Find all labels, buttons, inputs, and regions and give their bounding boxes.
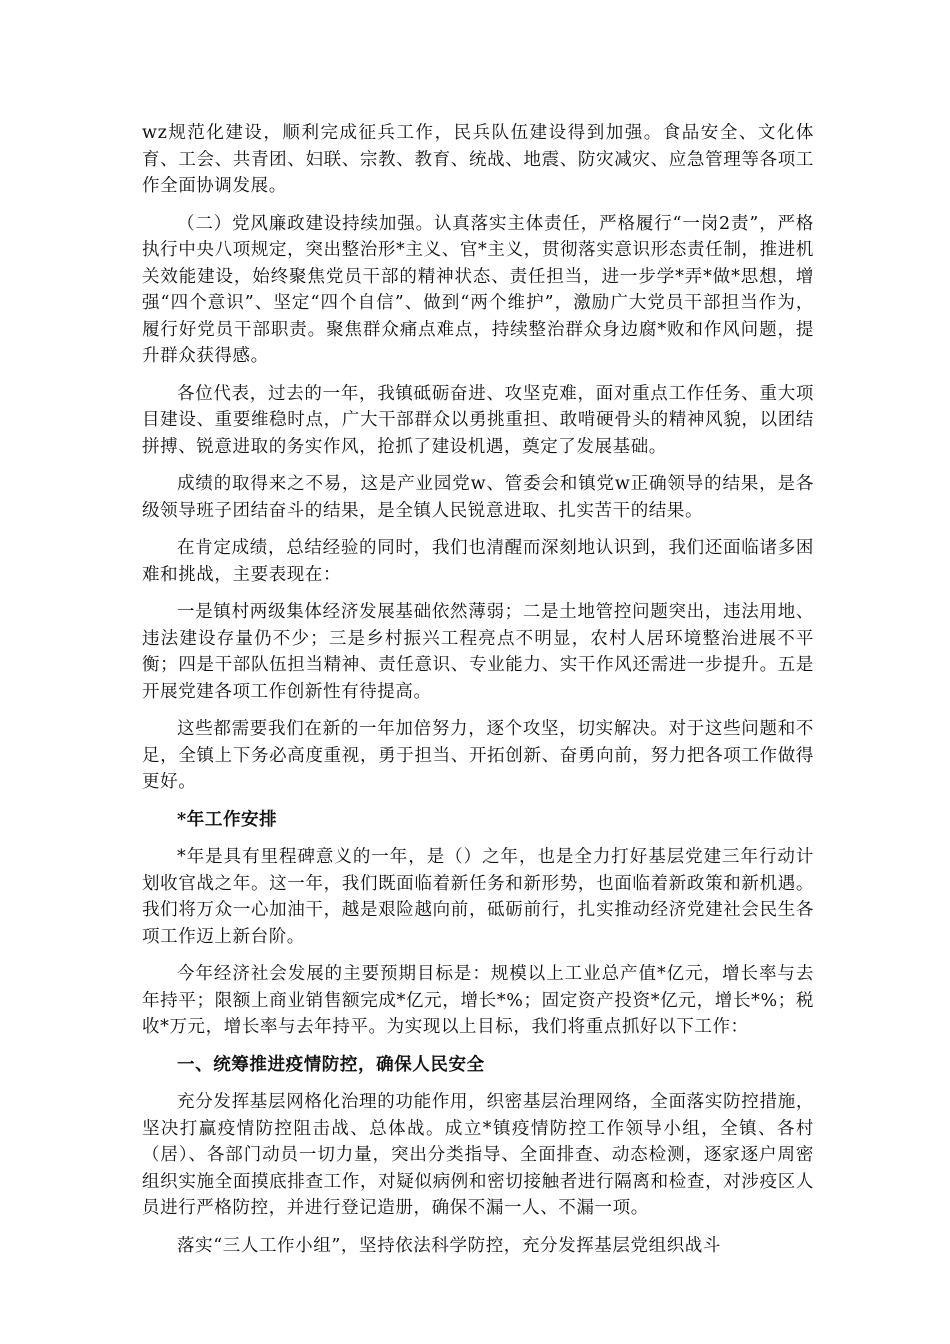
document-page	[142, 120, 814, 1270]
section-heading-epidemic: 一、统筹推进疫情防控，确保人民安全	[177, 1054, 485, 1075]
paragraph-targets: 今年经济社会发展的主要预期目标是：规模以上工业总产值*亿元，增长率与去年持平；限额上商业销售额完成*亿元，增长*%；固定资产投资*亿元，增长*%；税收*万元，增长率与去年持平。为实现以上目标，我们将重点抓好以下工作：	[142, 964, 814, 1037]
paragraph-challenges-list: 一是镇村两级集体经济发展基础依然薄弱；二是土地管控问题突出，违法用地、违法建设存量仍不少；三是乡村振兴工程亮点不明显，农村人居环境整治进展不平衡；四是干部队伍担当精神、责任意识、专业能力、实干作风还需进一步提升。五是开展党建各项工作创新性有待提高。	[142, 602, 814, 702]
paragraph-party-integrity: （二）党风廉政建设持续加强。认真落实主体责任，严格履行“一岗2责”，严格执行中央八项规定，突出整治形*主义、官*主义，贯彻落实意识形态责任制，推进机关效能建设，始终聚焦党员干部的精神状态、责任担当，进一步学*弄*做*思想，增强“四个意识”、坚定“四个自信”、做到“两个维护”，激励广大党员干部担当作为，履行好党员干部职责。聚焦群众痛点难点，持续整治群众身边腐*败和作风问题，提升群众获得感。	[142, 213, 814, 366]
section-heading-work-plan: *年工作安排	[177, 809, 278, 830]
paragraph-challenges-intro: 在肯定成绩，总结经验的同时，我们也清醒而深刻地认识到，我们还面临诸多困难和挑战，主要表现在：	[142, 538, 814, 585]
paragraph-militia-culture: wz规范化建设，顺利完成征兵工作，民兵队伍建设得到加强。食品安全、文化体育、工会、共青团、妇联、宗教、教育、统战、地震、防灾减灾、应急管理等各项工作全面协调发展。	[142, 123, 814, 196]
paragraph-three-person-team: 落实“三人工作小组”，坚持依法科学防控，充分发挥基层党组织战斗	[177, 1235, 721, 1256]
paragraph-year-overview: *年是具有里程碑意义的一年，是（）之年，也是全力打好基层党建三年行动计划收官战之年。这一年，我们既面临着新任务和新形势，也面临着新政策和新机遇。我们将万众一心加油干，越是艰险越向前，砥砺前行，扎实推动经济党建社会民生各项工作迈上新台阶。	[142, 847, 814, 947]
paragraph-commitment: 这些都需要我们在新的一年加倍努力，逐个攻坚，切实解决。对于这些问题和不足，全镇上下务必高度重视，勇于担当、开拓创新、奋勇向前，努力把各项工作做得更好。	[142, 719, 814, 792]
paragraph-achievements: 成绩的取得来之不易，这是产业园党w、管委会和镇党w正确领导的结果，是各级领导班子团结奋斗的结果，是全镇人民锐意进取、扎实苦干的结果。	[142, 474, 814, 521]
paragraph-delegates-review: 各位代表，过去的一年，我镇砥砺奋进、攻坚克难，面对重点工作任务、重大项目建设、重要维稳时点，广大干部群众以勇挑重担、敢啃硬骨头的精神风貌，以团结拼搏、锐意进取的务实作风，抢抓了建设机遇，奠定了发展基础。	[142, 383, 814, 457]
paragraph-epidemic-grid: 充分发挥基层网格化治理的功能作用，织密基层治理网络，全面落实防控措施，坚决打赢疫情防控阻击战、总体战。成立*镇疫情防控工作领导小组，全镇、各村（居）、各部门动员一切力量，突出分类指导、全面排查、动态检测，逐家逐户周密组织实施全面摸底排查工作，对疑似病例和密切接触者进行隔离和检查，对涉疫区人员进行严格防控，并进行登记造册，确保不漏一人、不漏一项。	[142, 1092, 814, 1218]
